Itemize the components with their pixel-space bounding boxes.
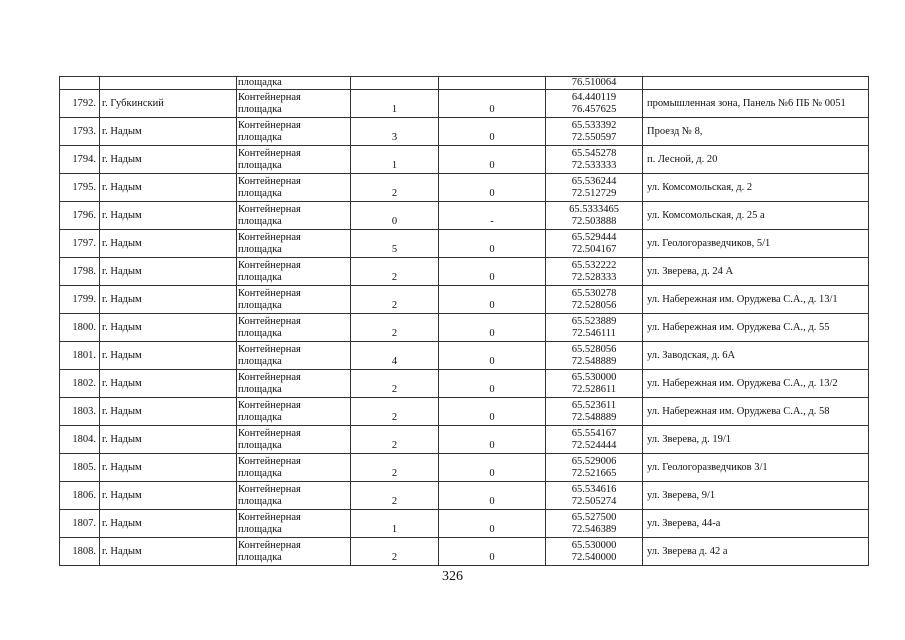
coords-cell: [546, 258, 643, 286]
table-row: [60, 146, 869, 174]
volume-cell: 0: [439, 146, 546, 174]
volume-cell: 0: [439, 482, 546, 510]
type-line-2: площадка: [238, 439, 282, 451]
coords-cell: [546, 118, 643, 146]
type-cell: [237, 90, 351, 118]
type-line-2: площадка: [238, 271, 282, 283]
table-row-continued: [60, 77, 869, 90]
type-line-2: площадка: [238, 411, 282, 423]
table-row: [60, 398, 869, 426]
latitude: 65.529006: [571, 455, 617, 467]
count-cell: 1: [351, 146, 439, 174]
coords-cell: [546, 314, 643, 342]
latitude: 65.532222: [571, 259, 617, 271]
volume-cell: -: [439, 202, 546, 230]
volume-cell: 0: [439, 314, 546, 342]
type-line-2: площадка: [238, 103, 282, 115]
table-row: [60, 538, 869, 566]
longitude: 72.504167: [571, 243, 617, 255]
type-line-1: Контейнерная: [238, 511, 301, 523]
type-line-2: площадка: [238, 131, 282, 143]
latitude: 65.523889: [571, 315, 617, 327]
coords-cell: [546, 342, 643, 370]
type-cell: [237, 538, 351, 566]
type-line-1: Контейнерная: [238, 147, 301, 159]
address-cell: ул. Набережная им. Оруджева С.А., д. 55: [643, 314, 869, 342]
type-line-1: Контейнерная: [238, 259, 301, 271]
longitude: 72.503888: [571, 215, 617, 227]
address-cell: ул. Геологоразведчиков, 5/1: [643, 230, 869, 258]
type-cell: [237, 174, 351, 202]
row-number: 1797.: [60, 230, 100, 258]
row-number: 1802.: [60, 370, 100, 398]
address-cell: ул. Зверева, 44-а: [643, 510, 869, 538]
table-row: [60, 314, 869, 342]
count-cell: 0: [351, 202, 439, 230]
longitude: 72.528333: [571, 271, 617, 283]
longitude: 72.546389: [571, 523, 617, 535]
type-line-2: площадка: [238, 355, 282, 367]
type-cell: [237, 342, 351, 370]
coords-cell: [546, 174, 643, 202]
volume-cell: 0: [439, 426, 546, 454]
longitude: 72.548889: [571, 355, 617, 367]
type-cell: [237, 258, 351, 286]
address-cell: ул. Комсомольская, д. 2: [643, 174, 869, 202]
type-line-2: площадка: [238, 383, 282, 395]
address-cell: [643, 77, 869, 90]
table-row: [60, 90, 869, 118]
count-cell: 2: [351, 454, 439, 482]
table-row: [60, 258, 869, 286]
city-cell: г. Надым: [100, 342, 237, 370]
latitude: 65.5333465: [569, 203, 619, 215]
coords-cell: [546, 90, 643, 118]
latitude: 65.530278: [571, 287, 617, 299]
volume-cell: 0: [439, 398, 546, 426]
city-cell: г. Надым: [100, 118, 237, 146]
longitude: 72.524444: [571, 439, 617, 451]
table-row: [60, 370, 869, 398]
type-line-1: Контейнерная: [238, 343, 301, 355]
type-cell: [237, 230, 351, 258]
type-cell: [237, 146, 351, 174]
city-cell: г. Губкинский: [100, 90, 237, 118]
latitude: 65.533392: [571, 119, 617, 131]
num-cell: [60, 77, 100, 90]
volume-cell: 0: [439, 286, 546, 314]
coords-cell: [546, 482, 643, 510]
container-sites-table: [59, 76, 869, 566]
city-cell: г. Надым: [100, 202, 237, 230]
row-number: 1799.: [60, 286, 100, 314]
type-line-1: Контейнерная: [238, 231, 301, 243]
coords-cell: [546, 426, 643, 454]
type-line-1: Контейнерная: [238, 427, 301, 439]
volume-cell: 0: [439, 510, 546, 538]
coords-cell: [546, 398, 643, 426]
count-cell: 2: [351, 258, 439, 286]
volume-cell: 0: [439, 454, 546, 482]
count-cell: 1: [351, 90, 439, 118]
volume-cell: [439, 77, 546, 90]
table-row: [60, 202, 869, 230]
volume-cell: 0: [439, 230, 546, 258]
row-number: 1807.: [60, 510, 100, 538]
type-cell: [237, 202, 351, 230]
longitude: 72.505274: [571, 495, 617, 507]
count-cell: 2: [351, 482, 439, 510]
type-cell: [237, 426, 351, 454]
type-cell: [237, 314, 351, 342]
row-number: 1800.: [60, 314, 100, 342]
type-line-1: Контейнерная: [238, 371, 301, 383]
row-number: 1804.: [60, 426, 100, 454]
table-row: [60, 230, 869, 258]
row-number: 1801.: [60, 342, 100, 370]
count-cell: 2: [351, 286, 439, 314]
type-line-2: площадка: [238, 243, 282, 255]
type-cell: [237, 510, 351, 538]
volume-cell: 0: [439, 258, 546, 286]
latitude: 65.523611: [571, 399, 617, 411]
type-line-1: Контейнерная: [238, 119, 301, 131]
count-cell: 2: [351, 314, 439, 342]
longitude: 72.548889: [571, 411, 617, 423]
city-cell: г. Надым: [100, 538, 237, 566]
latitude: 65.545278: [571, 147, 617, 159]
city-cell: г. Надым: [100, 230, 237, 258]
count-cell: 4: [351, 342, 439, 370]
address-cell: ул. Заводская, д. 6А: [643, 342, 869, 370]
latitude: 65.527500: [571, 511, 617, 523]
page-number: 326: [442, 569, 463, 584]
row-number: 1806.: [60, 482, 100, 510]
longitude: 76.457625: [571, 103, 617, 115]
type-line-1: Контейнерная: [238, 539, 301, 551]
type-cell: [237, 118, 351, 146]
table-body: [60, 77, 869, 566]
address-cell: ул. Геологоразведчиков 3/1: [643, 454, 869, 482]
count-cell: 5: [351, 230, 439, 258]
latitude: 65.530000: [571, 539, 617, 551]
row-number: 1792.: [60, 90, 100, 118]
address-cell: Проезд № 8,: [643, 118, 869, 146]
address-cell: ул. Зверева, 9/1: [643, 482, 869, 510]
type-cell: [237, 454, 351, 482]
latitude: 64.440119: [571, 91, 617, 103]
latitude: 65.529444: [571, 231, 617, 243]
latitude: 65.528056: [571, 343, 617, 355]
type-line-2: площадка: [238, 495, 282, 507]
count-cell: 2: [351, 426, 439, 454]
city-cell: г. Надым: [100, 258, 237, 286]
volume-cell: 0: [439, 118, 546, 146]
volume-cell: 0: [439, 538, 546, 566]
coords-cell: [546, 146, 643, 174]
coords-cell: [546, 370, 643, 398]
address-cell: ул. Зверева, д. 24 А: [643, 258, 869, 286]
longitude: 72.533333: [571, 159, 617, 171]
address-cell: промышленная зона, Панель №6 ПБ № 0051: [643, 90, 869, 118]
address-cell: ул. Набережная им. Оруджева С.А., д. 13/1: [643, 286, 869, 314]
table-row: [60, 342, 869, 370]
volume-cell: 0: [439, 370, 546, 398]
longitude: 72.512729: [571, 187, 617, 199]
type-line-1: Контейнерная: [238, 287, 301, 299]
city-cell: г. Надым: [100, 286, 237, 314]
city-cell: г. Надым: [100, 482, 237, 510]
row-number: 1796.: [60, 202, 100, 230]
city-cell: г. Надым: [100, 426, 237, 454]
volume-cell: 0: [439, 174, 546, 202]
type-line-2: площадка: [238, 159, 282, 171]
city-cell: г. Надым: [100, 370, 237, 398]
type-line-1: Контейнерная: [238, 483, 301, 495]
coords-cell: [546, 454, 643, 482]
type-line-1: Контейнерная: [238, 175, 301, 187]
longitude: 72.540000: [571, 551, 617, 563]
type-line-1: Контейнерная: [238, 91, 301, 103]
count-cell: 2: [351, 538, 439, 566]
row-number: 1798.: [60, 258, 100, 286]
city-cell: г. Надым: [100, 174, 237, 202]
row-number: 1808.: [60, 538, 100, 566]
table-row: [60, 482, 869, 510]
longitude: 72.528056: [571, 299, 617, 311]
type-line-1: Контейнерная: [238, 315, 301, 327]
city-cell: г. Надым: [100, 398, 237, 426]
row-number: 1805.: [60, 454, 100, 482]
coords-cell: [546, 286, 643, 314]
longitude: 72.550597: [571, 131, 617, 143]
type-cell: [237, 286, 351, 314]
count-cell: 3: [351, 118, 439, 146]
table-row: [60, 426, 869, 454]
latitude: 65.536244: [571, 175, 617, 187]
type-cell: площадка: [237, 77, 351, 90]
address-cell: ул. Зверева д. 42 а: [643, 538, 869, 566]
longitude: 72.546111: [572, 327, 616, 339]
city-cell: [100, 77, 237, 90]
table-row: [60, 118, 869, 146]
row-number: 1795.: [60, 174, 100, 202]
type-line-2: площадка: [238, 299, 282, 311]
city-cell: г. Надым: [100, 510, 237, 538]
address-cell: п. Лесной, д. 20: [643, 146, 869, 174]
coords-cell: [546, 230, 643, 258]
row-number: 1793.: [60, 118, 100, 146]
address-cell: ул. Набережная им. Оруджева С.А., д. 13/2: [643, 370, 869, 398]
type-line-2: площадка: [238, 551, 282, 563]
coords-cell: [546, 202, 643, 230]
longitude: 72.521665: [571, 467, 617, 479]
count-cell: 2: [351, 174, 439, 202]
type-line-2: площадка: [238, 327, 282, 339]
table-row: [60, 454, 869, 482]
row-number: 1794.: [60, 146, 100, 174]
coords-cell: [546, 510, 643, 538]
longitude: 72.528611: [571, 383, 617, 395]
type-line-1: Контейнерная: [238, 455, 301, 467]
latitude: 65.534616: [571, 483, 617, 495]
city-cell: г. Надым: [100, 454, 237, 482]
count-cell: 1: [351, 510, 439, 538]
row-number: 1803.: [60, 398, 100, 426]
coords-cell: [546, 538, 643, 566]
table-row: [60, 510, 869, 538]
type-line-2: площадка: [238, 467, 282, 479]
address-cell: ул. Набережная им. Оруджева С.А., д. 58: [643, 398, 869, 426]
city-cell: г. Надым: [100, 314, 237, 342]
volume-cell: 0: [439, 90, 546, 118]
coords-cell: 76.510064: [546, 77, 643, 90]
type-line-1: Контейнерная: [238, 399, 301, 411]
type-cell: [237, 482, 351, 510]
table-row: [60, 174, 869, 202]
count-cell: [351, 77, 439, 90]
type-line-1: Контейнерная: [238, 203, 301, 215]
type-line-2: площадка: [238, 187, 282, 199]
type-line-2: площадка: [238, 523, 282, 535]
city-cell: г. Надым: [100, 146, 237, 174]
count-cell: 2: [351, 398, 439, 426]
type-cell: [237, 398, 351, 426]
type-line-2: площадка: [238, 215, 282, 227]
type-cell: [237, 370, 351, 398]
count-cell: 2: [351, 370, 439, 398]
table-row: [60, 286, 869, 314]
address-cell: ул. Зверева, д. 19/1: [643, 426, 869, 454]
latitude: 65.554167: [571, 427, 617, 439]
address-cell: ул. Комсомольская, д. 25 а: [643, 202, 869, 230]
latitude: 65.530000: [571, 371, 617, 383]
volume-cell: 0: [439, 342, 546, 370]
